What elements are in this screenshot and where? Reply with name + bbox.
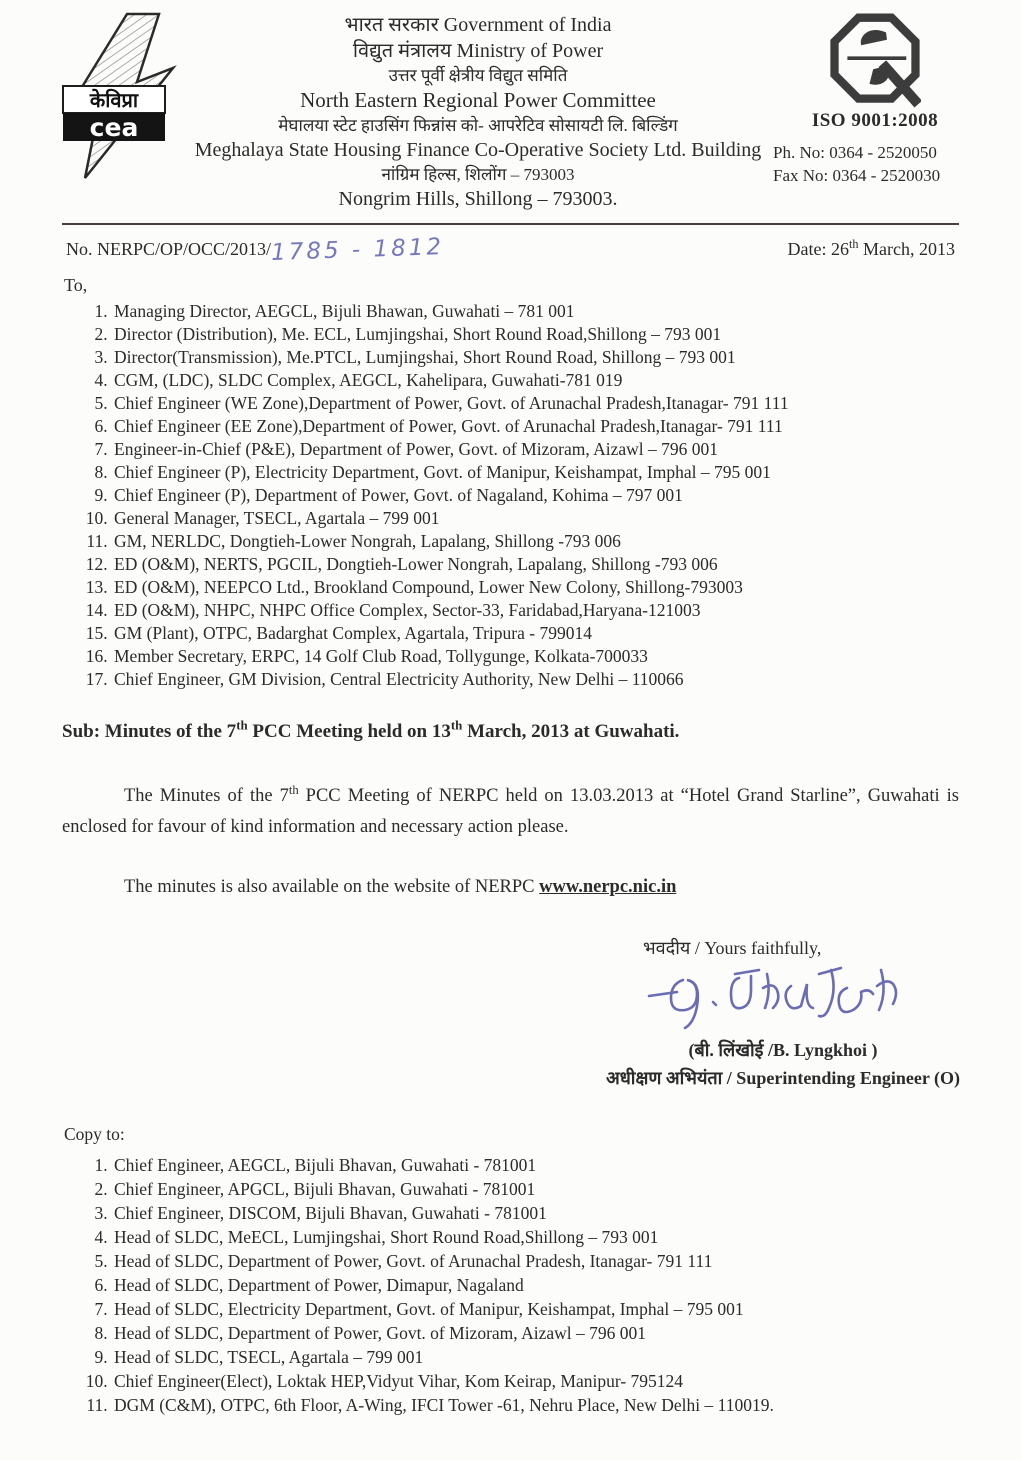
list-item: 10. Chief Engineer(Elect), Loktak HEP,Vidyut Vihar, Kom Keirap, Manipur- 795124 bbox=[112, 1369, 1021, 1393]
list-item: 13. ED (O&M), NEEPCO Ltd., Brookland Compound, Lower New Colony, Shillong-793003 bbox=[112, 576, 1021, 599]
fax-number: Fax No: 0364 - 2520030 bbox=[773, 165, 941, 185]
reference-number-label: No. NERPC/OP/OCC/2013/ bbox=[66, 238, 272, 259]
address-english-line: Nongrim Hills, Shillong – 793003. bbox=[338, 188, 618, 211]
address-hindi-line: नांग्रिम हिल्स, शिलोंग – 793003 bbox=[381, 164, 575, 184]
list-item: 17. Chief Engineer, GM Division, Central Electricity Authority, New Delhi – 110066 bbox=[112, 668, 1021, 691]
signatory-name: (बी. लिंखोई /B. Lyngkhoi ) bbox=[688, 1039, 878, 1060]
list-item: 11. DGM (C&M), OTPC, 6th Floor, A-Wing, IFCI Tower -61, Nehru Place, New Delhi – 110019. bbox=[112, 1393, 1021, 1417]
list-item: 14. ED (O&M), NHPC, NHPC Office Complex, Sector-33, Faridabad,Haryana-121003 bbox=[112, 599, 1021, 622]
list-item: 1. Managing Director, AEGCL, Bijuli Bhawan, Guwahati – 781 001 bbox=[112, 300, 1021, 323]
copy-to-label: Copy to: bbox=[64, 1123, 125, 1144]
letterhead bbox=[0, 0, 1021, 215]
website-line: The minutes is also available on the website of NERPC www.nerpc.nic.in bbox=[124, 876, 677, 897]
salutation: To, bbox=[64, 274, 88, 295]
list-item: 7. Engineer-in-Chief (P&E), Department of Power, Govt. of Mizoram, Aizawl – 796 001 bbox=[112, 438, 1021, 461]
list-item: 3. Chief Engineer, DISCOM, Bijuli Bhavan, Guwahati - 781001 bbox=[112, 1201, 1021, 1225]
handwritten-dispatch-numbers: 1785 - 1812 bbox=[270, 233, 445, 266]
list-item: 15. GM (Plant), OTPC, Badarghat Complex, Agartala, Tripura - 799014 bbox=[112, 622, 1021, 645]
valediction: भवदीय / Yours faithfully, bbox=[643, 937, 822, 958]
signatory-designation: अधीक्षण अभियंता / Superintending Engineer (O) bbox=[605, 1067, 961, 1088]
list-item: 6. Head of SLDC, Department of Power, Dimapur, Nagaland bbox=[112, 1273, 1021, 1297]
cea-logo-hindi-text: केविप्रा bbox=[89, 90, 139, 112]
building-english-line: Meghalaya State Housing Finance Co-Operative Society Ltd. Building bbox=[194, 139, 762, 162]
ministry-of-power-line: विद्युत मंत्रालय Ministry of Power bbox=[352, 40, 604, 63]
list-item: 3. Director(Transmission), Me.PTCL, Lumjingshai, Short Round Road, Shillong – 793 001 bbox=[112, 346, 1021, 369]
list-item: 2. Director (Distribution), Me. ECL, Lumjingshai, Short Round Road,Shillong – 793 001 bbox=[112, 323, 1021, 346]
list-item: 8. Head of SLDC, Department of Power, Govt. of Mizoram, Aizawl – 796 001 bbox=[112, 1321, 1021, 1345]
iso-certification-icon bbox=[829, 12, 921, 108]
cea-lightning-bolt-icon bbox=[55, 10, 187, 182]
list-item: 9. Head of SLDC, TSECL, Agartala – 799 001 bbox=[112, 1345, 1021, 1369]
building-hindi-line: मेघालया स्टेट हाउसिंग फिन्नांस को- आपरेटिव सोसायटी लि. बिल्डिंग bbox=[278, 115, 678, 135]
cea-logo-latin-text: cea bbox=[89, 113, 139, 142]
list-item: 5. Head of SLDC, Department of Power, Govt. of Arunachal Pradesh, Itanagar- 791 111 bbox=[112, 1249, 1021, 1273]
list-item: 7. Head of SLDC, Electricity Department, Govt. of Manipur, Keishampat, Imphal – 795 001 bbox=[112, 1297, 1021, 1321]
committee-english-line: North Eastern Regional Power Committee bbox=[300, 88, 656, 113]
body-paragraph: The Minutes of the 7th PCC Meeting of NERPC held on 13.03.2013 at “Hotel Grand Starline”, Guwahati is enclosed for favour of kind information and necessary action please. bbox=[62, 782, 959, 837]
copy-to-list bbox=[0, 1153, 1021, 1417]
reference-row bbox=[0, 225, 1021, 266]
subject-line: Sub: Minutes of the 7th PCC Meeting held on 13th March, 2013 at Guwahati. bbox=[62, 717, 680, 742]
list-item: 16. Member Secretary, ERPC, 14 Golf Club Road, Tollygunge, Kolkata-700033 bbox=[112, 645, 1021, 668]
phone-number: Ph. No: 0364 - 2520050 bbox=[773, 143, 937, 162]
list-item: 10. General Manager, TSECL, Agartala – 799 001 bbox=[112, 507, 1021, 530]
letterhead-center bbox=[187, 10, 769, 213]
handwritten-signature bbox=[643, 962, 923, 1034]
signature-block bbox=[573, 936, 993, 1090]
list-item: 9. Chief Engineer (P), Department of Power, Govt. of Nagaland, Kohima – 797 001 bbox=[112, 484, 1021, 507]
cea-logo bbox=[55, 10, 187, 187]
list-item: 1. Chief Engineer, AEGCL, Bijuli Bhavan, Guwahati - 781001 bbox=[112, 1153, 1021, 1177]
letter-date: Date: 26th March, 2013 bbox=[787, 236, 955, 259]
list-item: 6. Chief Engineer (EE Zone),Department of Power, Govt. of Arunachal Pradesh,Itanagar- 791 111 bbox=[112, 415, 1021, 438]
committee-hindi-line: उत्तर पूर्वी क्षेत्रीय विद्युत समिति bbox=[388, 65, 568, 85]
reference-number bbox=[66, 233, 445, 266]
list-item: 8. Chief Engineer (P), Electricity Department, Govt. of Manipur, Keishampat, Imphal – 795 001 bbox=[112, 461, 1021, 484]
recipient-list bbox=[0, 300, 1021, 691]
list-item: 11. GM, NERLDC, Dongtieh-Lower Nongrah, Lapalang, Shillong -793 006 bbox=[112, 530, 1021, 553]
list-item: 4. Head of SLDC, MeECL, Lumjingshai, Short Round Road,Shillong – 793 001 bbox=[112, 1225, 1021, 1249]
govt-of-india-line: भारत सरकार Government of India bbox=[344, 14, 612, 36]
list-item: 12. ED (O&M), NERTS, PGCIL, Dongtieh-Lower Nongrah, Lapalang, Shillong -793 006 bbox=[112, 553, 1021, 576]
iso-label: ISO 9001:2008 bbox=[811, 110, 939, 131]
list-item: 4. CGM, (LDC), SLDC Complex, AEGCL, Kahelipara, Guwahati-781 019 bbox=[112, 369, 1021, 392]
letterhead-right bbox=[769, 10, 981, 188]
list-item: 2. Chief Engineer, APGCL, Bijuli Bhavan, Guwahati - 781001 bbox=[112, 1177, 1021, 1201]
nerpc-website-link: www.nerpc.nic.in bbox=[539, 876, 677, 897]
list-item: 5. Chief Engineer (WE Zone),Department of Power, Govt. of Arunachal Pradesh,Itanagar- 791 111 bbox=[112, 392, 1021, 415]
